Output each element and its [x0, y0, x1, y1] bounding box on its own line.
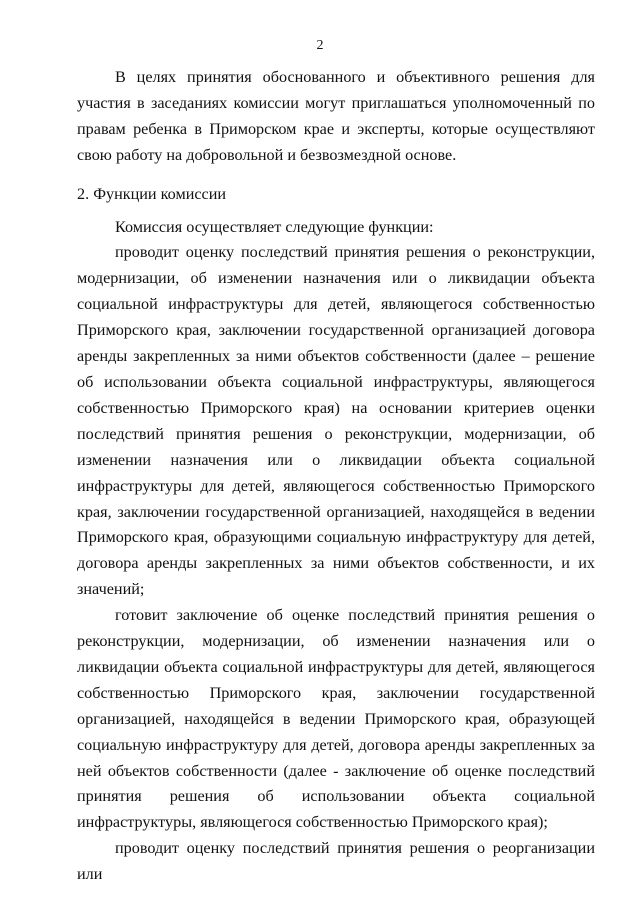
document-body — [77, 65, 595, 888]
section-heading: 2. Функции комиссии — [77, 184, 227, 203]
functions-lead-paragraph: Комиссия осуществляет следующие функции: — [115, 217, 434, 236]
intro-paragraph: В целях принятия обоснованного и объективного решения для участия в заседаниях комиссии могут приглашаться уполномоченный по правам ребенка в Приморском крае и эксперты, которые осуществляют свою работу на добровольной и безвозмездной основе. — [77, 68, 595, 164]
function-paragraph-1: проводит оценку последствий принятия решения о реконструкции, модернизации, об изменении назначения или о ликвидации объекта социальной инфраструктуры для детей, являющегося собственностью Приморского края, заключении государственной организацией договора аренды закрепленных за ними объектов собственности (далее – решение об использовании объекта социальной инфраструктуры, являющегося собственностью Приморского края) на основании критериев оценки последствий принятия решения о реконструкции, модернизации, об изменении назначения или о ликвидации объекта социальной инфраструктуры для детей, являющегося собственностью Приморского края, заключении государственной организацией, находящейся в ведении Приморского края, образующими социальную инфраструктуру для детей, договора аренды закрепленных за ними объектов собственности, и их значений; — [77, 243, 595, 599]
function-paragraph-3: проводит оценку последствий принятия решения о реорганизации или — [77, 839, 595, 884]
function-paragraph-2: готовит заключение об оценке последствий принятия решения о реконструкции, модернизации, об изменении назначения или о ликвидации объекта социальной инфраструктуры для детей, являющегося собственностью Приморского края, заключении государственной организацией, находящейся в ведении Приморского края, образующей социальную инфраструктуру для детей, договора аренды закрепленных за ней объектов собственности (далее - заключение об оценке последствий принятия решения об использовании объекта социальной инфраструктуры, являющегося собственностью Приморского края); — [77, 606, 595, 832]
page-number: 2 — [316, 38, 324, 53]
